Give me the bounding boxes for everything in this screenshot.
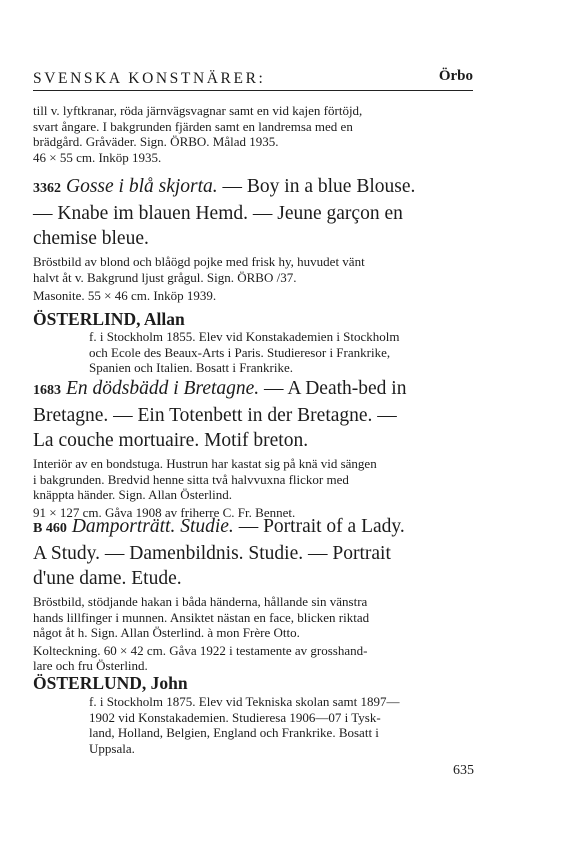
page-number: 635 (453, 763, 474, 778)
translated-title: d'une dame. Etude. (33, 568, 182, 589)
entry-number: 1683 (33, 383, 61, 398)
translated-title: — Knabe im blauen Hemd. — Jeune garçon en (33, 203, 403, 224)
catalog-entry-1683 (33, 376, 475, 520)
entry-number: 3362 (33, 181, 61, 196)
catalog-entry-3362 (33, 174, 475, 304)
catalog-entry-b460 (33, 514, 475, 674)
biography-line: land, Holland, Belgien, England och Frankrike. Bosatt i (89, 725, 379, 740)
translated-title: — Boy in a blue Blouse. (217, 176, 416, 197)
entry-details: Masonite. 55 × 46 cm. Inköp 1939. (33, 288, 217, 303)
description-line: svart ångare. I bakgrunden fjärden samt en landremsa med en (33, 118, 353, 134)
translated-title: Bretagne. — Ein Totenbett in der Bretagne. — (33, 405, 397, 426)
section-name: Örbo (438, 68, 473, 84)
translated-title: — Portrait of a Lady. (233, 516, 405, 537)
artist-biography (89, 329, 477, 376)
biography-line: Uppsala. (89, 740, 135, 756)
translated-title: A Study. — Damenbildnis. Studie. — Portrait (33, 543, 391, 564)
swedish-title: Gosse i blå skjorta. (66, 176, 218, 197)
description-line: hands lillfinger i munnen. Ansiktet nästan en face, blicken riktad (33, 609, 370, 625)
running-title: SVENSKA KONSTNÄRER: (33, 70, 266, 87)
swedish-title: Damporträtt. Studie. (71, 516, 234, 537)
artist-biography (89, 694, 477, 756)
translated-title: La couche mortuaire. Motif breton. (33, 430, 309, 451)
artist-heading (33, 308, 475, 330)
description-line: i bakgrunden. Bredvid henne sitta två halvvuxna flickor med (33, 471, 349, 487)
biography-line: 1902 vid Konstakademien. Studieresa 1906—07 i Tysk- (89, 709, 381, 725)
entry-details: Kolteckning. 60 × 42 cm. Gåva 1922 i testamente av grosshand- (33, 642, 368, 658)
entry-details: 46 × 55 cm. Inköp 1935. (33, 149, 162, 165)
biography-line: och Ecole des Beaux-Arts i Paris. Studieresor i Frankrike, (89, 344, 391, 360)
entry-number: B 460 (33, 521, 67, 536)
biography-line: f. i Stockholm 1855. Elev vid Konstakademien i Stockholm (89, 329, 400, 344)
description-line: något åt h. Sign. Allan Österlind. à mon Frère Otto. (33, 625, 300, 640)
description-line: till v. lyftkranar, röda järnvägsvagnar samt en vid kajen förtöjd, (33, 103, 363, 118)
translated-title: — A Death-bed in (259, 378, 407, 399)
artist-heading (33, 672, 475, 694)
translated-title: chemise bleue. (33, 228, 149, 249)
description-line: Interiör av en bondstuga. Hustrun har kastat sig på knä vid sängen (33, 456, 377, 471)
entry-details: 91 × 127 cm. Gåva 1908 av friherre C. Fr. Bennet. (33, 504, 296, 520)
artist-name: ÖSTERLUND, John (33, 673, 188, 693)
entry-title (33, 514, 475, 541)
biography-line: Spanien och Italien. Bosatt i Frankrike. (89, 360, 293, 375)
description-line: halvt åt v. Bakgrund ljust grågul. Sign. ÖRBO /37. (33, 269, 297, 285)
description-line: Bröstbild, stödjande hakan i båda händerna, hållande sin vänstra (33, 594, 368, 609)
biography-line: f. i Stockholm 1875. Elev vid Tekniska skolan samt 1897— (89, 694, 400, 709)
swedish-title: En dödsbädd i Bretagne. (66, 378, 260, 399)
page-header (33, 68, 473, 91)
description-line: knäppta händer. Sign. Allan Österlind. (33, 487, 232, 502)
description-line: Bröstbild av blond och blåögd pojke med frisk hy, huvudet vänt (33, 254, 365, 269)
continued-entry (33, 103, 475, 165)
entry-title (33, 174, 475, 201)
entry-details: lare och fru Österlind. (33, 658, 148, 673)
description-line: brädgård. Gråväder. Sign. ÖRBO. Målad 1935. (33, 134, 279, 149)
entry-title (33, 376, 475, 403)
artist-name: ÖSTERLIND, Allan (33, 309, 185, 329)
